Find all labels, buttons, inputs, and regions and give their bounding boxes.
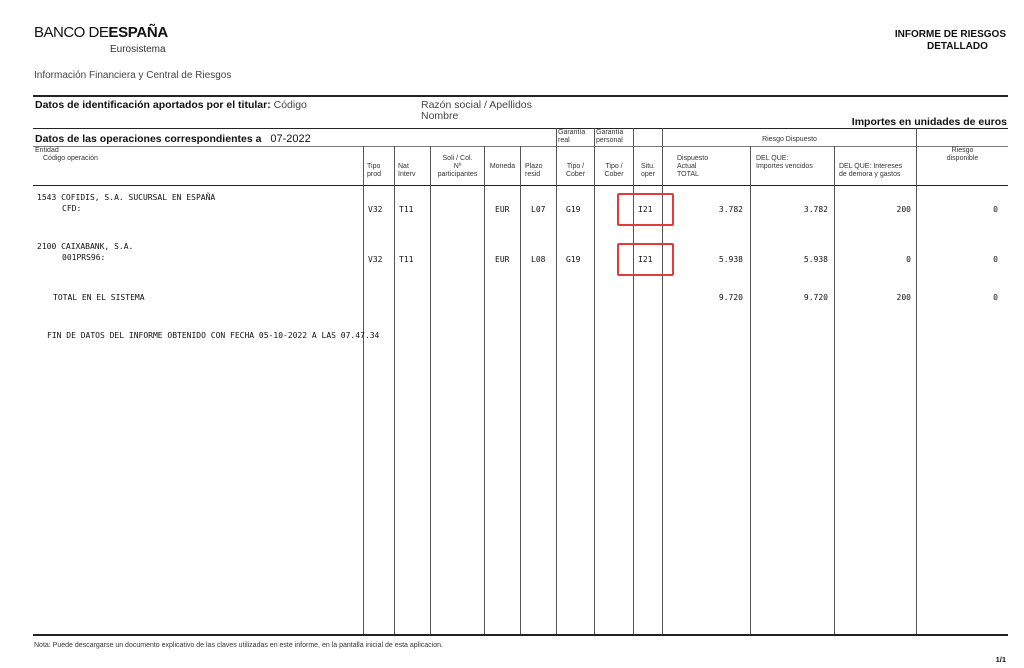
- plazo-cell: L07: [531, 205, 546, 214]
- nombre-label: Nombre: [421, 110, 459, 122]
- divider-bottom: [33, 634, 1008, 636]
- importes-note: Importes en unidades de euros: [851, 116, 1007, 128]
- riesgo-disponible-header: [917, 147, 1008, 163]
- tipo-prod-cell: V32: [368, 205, 383, 214]
- page-number: 1/1: [995, 655, 1006, 664]
- header-text: de demora y gastos: [839, 171, 901, 178]
- col-sep: [556, 128, 557, 146]
- header-text: Plazo: [525, 163, 543, 170]
- tipo-cober-real-header: [557, 163, 594, 179]
- entity-name: 1543 COFIDIS, S.A. SUCURSAL EN ESPAÑA: [37, 193, 216, 202]
- header-text: Garantía: [558, 129, 586, 136]
- header-text: DEL QUE:: [756, 155, 789, 162]
- total-label: TOTAL EN EL SISTEMA: [53, 293, 145, 302]
- header-text: personal: [596, 137, 623, 144]
- tipo-cober-personal-header: [595, 163, 633, 179]
- garantia-personal-header: [596, 129, 623, 145]
- logo-text-espana: ESPAÑA: [108, 24, 168, 41]
- bank-logo: [34, 24, 168, 42]
- identification-codigo: Código: [273, 99, 307, 111]
- header-text: Cober: [565, 171, 586, 178]
- entity-name: 2100 CAIXABANK, S.A.: [37, 242, 134, 251]
- identification-label: [35, 99, 307, 111]
- codigo-operacion-header: Código operación: [43, 155, 98, 162]
- report-title-line2: DETALLADO: [926, 41, 988, 52]
- header-text: Soli / Col.: [442, 155, 473, 162]
- footer-note: Nota: Puede descargarse un documento explicativo de las claves utilizadas en este informe, en la pantalla inicial de esta aplicacion.: [34, 642, 443, 649]
- logo-text-banco: BANCO DE: [34, 24, 109, 41]
- disponible-cell: 0: [993, 255, 998, 264]
- situ-oper-header: [634, 163, 662, 179]
- nat-interv-cell: T11: [399, 205, 414, 214]
- header-text: Actual: [677, 163, 697, 170]
- highlight-box: [617, 193, 674, 226]
- operations-period: 07-2022: [270, 133, 311, 145]
- operations-title: Datos de las operaciones correspondientes a: [35, 133, 262, 145]
- header-text: Dispuesto: [677, 155, 709, 162]
- total-vencidos: 9.720: [803, 293, 828, 302]
- entidad-header: Entidad: [35, 147, 59, 154]
- header-text: TOTAL: [677, 171, 699, 178]
- header-text: Nat: [398, 163, 409, 170]
- header-text: Nº: [453, 163, 462, 170]
- col-sep: [834, 146, 835, 634]
- plazo-resid-header: [525, 163, 543, 179]
- header-text: prod: [367, 171, 382, 178]
- header-text: Tipo: [367, 163, 381, 170]
- header-text: Garantía: [596, 129, 624, 136]
- vencidos-cell: 3.782: [803, 205, 828, 214]
- report-title: [895, 29, 1006, 53]
- header-text: DEL QUE: Intereses: [839, 163, 903, 170]
- dispuesto-cell: 5.938: [718, 255, 743, 264]
- nat-interv-header: [398, 163, 416, 179]
- page-subtitle: Información Financiera y Central de Riesgos: [34, 70, 232, 81]
- header-text: participantes: [437, 171, 478, 178]
- col-sep: [916, 128, 917, 146]
- tipo-prod-header: [367, 163, 381, 179]
- report-title-line1: INFORME DE RIESGOS: [894, 29, 1006, 40]
- identification-title: Datos de identificación aportados por el titular:: [35, 99, 271, 111]
- total-intereses: 200: [896, 293, 911, 302]
- header-text: resid: [525, 171, 541, 178]
- tipo-prod-cell: V32: [368, 255, 383, 264]
- col-sep: [916, 146, 917, 634]
- nat-interv-cell: T11: [399, 255, 414, 264]
- header-text: disponible: [946, 155, 979, 162]
- header-text: Riesgo: [951, 147, 974, 154]
- disponible-cell: 0: [993, 205, 998, 214]
- situacion-cell: I21: [638, 255, 653, 264]
- header-text: oper: [640, 171, 655, 178]
- plazo-cell: L08: [531, 255, 546, 264]
- header-text: Interv: [398, 171, 416, 178]
- col-sep: [750, 146, 751, 634]
- razon-social-label: Razón social / Apellidos: [421, 99, 532, 111]
- moneda-header: Moneda: [489, 163, 516, 170]
- header-text: Cober: [604, 171, 624, 178]
- col-sep: [484, 146, 485, 634]
- importes-vencidos-header: [756, 155, 813, 171]
- moneda-cell: EUR: [495, 255, 510, 264]
- garantia-cell: G19: [566, 205, 581, 214]
- moneda-cell: EUR: [495, 205, 510, 214]
- garantia-real-header: [558, 129, 585, 145]
- header-text: Situ.: [640, 163, 655, 170]
- col-sep: [394, 146, 395, 634]
- header-text: real: [558, 137, 570, 144]
- col-sep: [556, 146, 557, 634]
- col-sep: [594, 128, 595, 146]
- end-of-report-note: FIN DE DATOS DEL INFORME OBTENIDO CON FECHA 05-10-2022 A LAS 07.47.34: [47, 331, 380, 340]
- col-sep: [430, 146, 431, 634]
- intereses-cell: 200: [896, 205, 911, 214]
- situacion-cell: I21: [638, 205, 653, 214]
- header-text: Tipo /: [605, 163, 623, 170]
- col-sep: [363, 146, 364, 634]
- dispuesto-cell: 3.782: [718, 205, 743, 214]
- operations-label: [35, 133, 311, 145]
- col-sep: [594, 146, 595, 634]
- col-sep: [520, 146, 521, 634]
- dispuesto-actual-header: [677, 155, 708, 179]
- operation-code: CFD:: [62, 204, 82, 213]
- logo-subtitle: Eurosistema: [110, 44, 166, 55]
- intereses-cell: 0: [906, 255, 911, 264]
- header-text: Tipo /: [566, 163, 585, 170]
- header-text: Importes vencidos: [756, 163, 813, 170]
- riesgo-dispuesto-header: Riesgo Dispuesto: [762, 136, 817, 143]
- table-top-line: [33, 128, 1008, 129]
- col-sep: [633, 128, 634, 146]
- highlight-box: [617, 243, 674, 276]
- soli-col-header: [431, 155, 484, 179]
- total-dispuesto: 9.720: [718, 293, 743, 302]
- operation-code: 001PRS96:: [62, 253, 106, 262]
- vencidos-cell: 5.938: [803, 255, 828, 264]
- intereses-demora-header: [839, 163, 902, 179]
- divider-top: [33, 95, 1008, 97]
- total-disponible: 0: [993, 293, 998, 302]
- garantia-cell: G19: [566, 255, 581, 264]
